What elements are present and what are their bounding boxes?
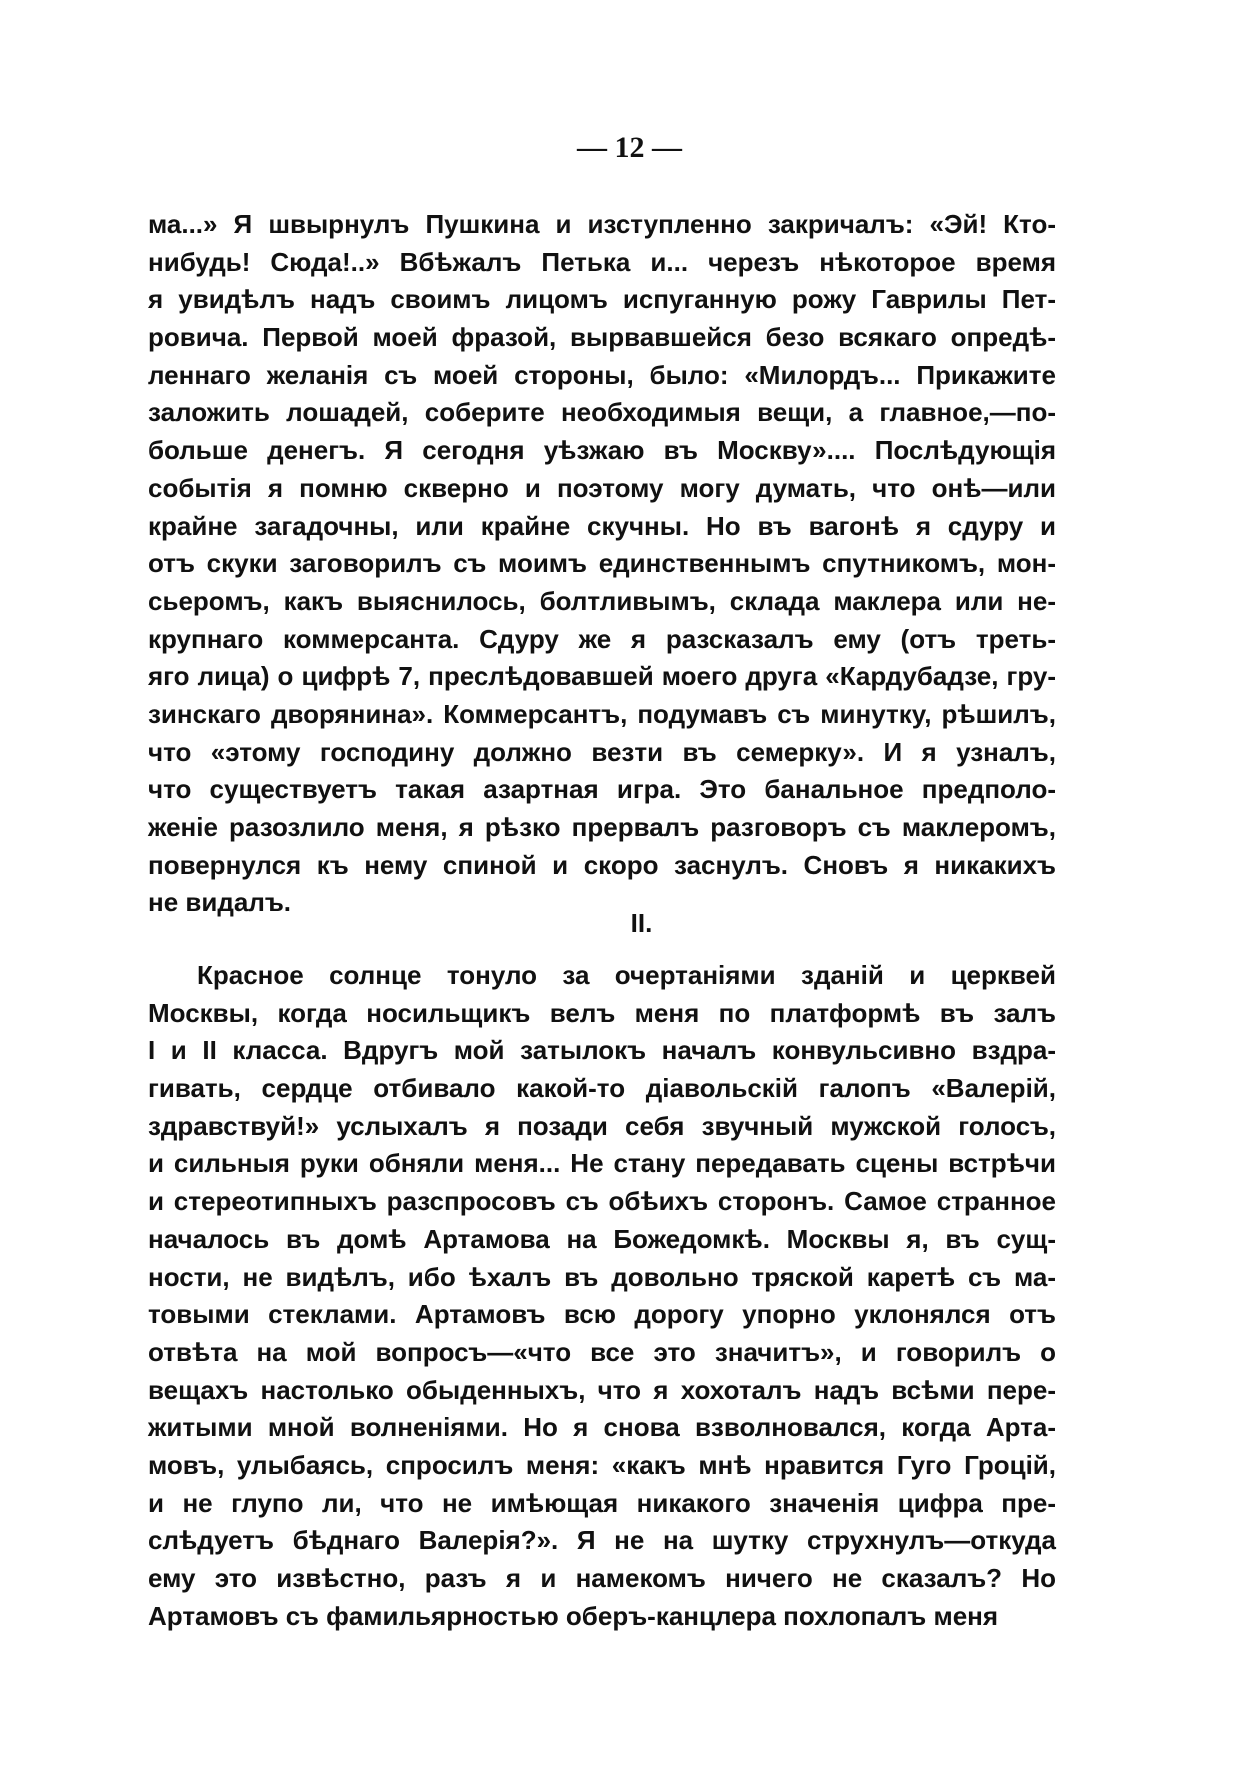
text-line: нибудь! Сюда!..» Вбѣжалъ Петька и... черезъ нѣкоторое время: [148, 246, 1056, 277]
text-line: что существуетъ такая азартная игра. Это банальное предполо-: [148, 774, 1056, 805]
paragraph-1: [148, 206, 1056, 922]
text-line: и стереотипныхъ разспросовъ съ обѣихъ сторонъ. Самое странное: [148, 1186, 1056, 1217]
text-line: Красное солнце тонуло за очертаніями зданій и церквей: [197, 960, 1056, 990]
text-line: товыми стеклами. Артамовъ всю дорогу упорно уклонялся отъ: [148, 1299, 1056, 1330]
page-number: — 12 —: [577, 131, 682, 164]
text-line: событія я помню скверно и поэтому могу думать, что онѣ—или: [148, 472, 1056, 503]
text-line: I и II класса. Вдругъ мой затылокъ началъ конвульсивно вздра-: [148, 1035, 1056, 1066]
text-line: повернулся къ нему спиной и скоро заснулъ. Сновъ я никакихъ: [148, 849, 1056, 880]
text-line: я увидѣлъ надъ своимъ лицомъ испуганную рожу Гаврилы Пет-: [148, 284, 1056, 315]
section-heading: II.: [630, 908, 653, 938]
text-line: крупнаго коммерсанта. Сдуру же я разсказалъ ему (отъ треть-: [148, 623, 1056, 654]
text-line: зинскаго дворянина». Коммерсантъ, подумавъ съ минутку, рѣшилъ,: [148, 698, 1056, 729]
text-line: вещахъ настолько обыденныхъ, что я хохоталъ надъ всѣми пере-: [148, 1374, 1056, 1405]
text-line: ровича. Первой моей фразой, вырвавшейся безо всякаго опредѣ-: [148, 322, 1056, 353]
text-line: заложить лошадей, соберите необходимыя вещи, а главное,—по-: [148, 397, 1056, 428]
text-line: леннаго желанія съ моей стороны, было: «Милордъ... Прикажите: [148, 359, 1056, 390]
text-line: ности, не видѣлъ, ибо ѣхалъ въ довольно тряской каретѣ съ ма-: [148, 1261, 1056, 1292]
text-line: больше денегъ. Я сегодня уѣзжаю въ Москву».... Послѣдующія: [148, 435, 1056, 466]
text-line: отъ скуки заговорилъ съ моимъ единственнымъ спутникомъ, мон-: [148, 548, 1056, 579]
text-line: отвѣта на мой вопросъ—«что все это значитъ», и говорилъ о: [148, 1336, 1056, 1367]
text-line: не видалъ.: [148, 887, 292, 918]
text-line: гивать, сердце отбивало какой-то діавольскій галопъ «Валерій,: [148, 1073, 1056, 1104]
text-line: мовъ, улыбаясь, спросилъ меня: «какъ мнѣ нравится Гуго Гроцій,: [148, 1449, 1056, 1480]
text-line: что «этому господину должно везти въ семерку». И я узналъ,: [148, 736, 1056, 767]
text-line: ему это извѣстно, разъ я и намекомъ ничего не сказалъ? Но: [148, 1563, 1056, 1593]
text-line: Артамовъ съ фамильярностью оберъ-канцлера похлопалъ меня: [148, 1600, 999, 1631]
text-line: женіе разозлило меня, я рѣзко прервалъ разговоръ съ маклеромъ,: [148, 812, 1056, 842]
text-line: Москвы, когда носильщикъ велъ меня по платформѣ въ залъ: [148, 997, 1056, 1028]
text-line: началось въ домѣ Артамова на Божедомкѣ. Москвы я, въ сущ-: [148, 1223, 1056, 1254]
text-line: житыми мной волненіями. Но я снова взволновался, когда Арта-: [148, 1412, 1056, 1443]
text-line: и сильныя руки обняли меня... Не стану передавать сцены встрѣчи: [148, 1148, 1056, 1179]
text-line: яго лица) о цифрѣ 7, преслѣдовавшей моего друга «Кардубадзе, гру-: [148, 661, 1056, 692]
text-line: и не глупо ли, что не имѣющая никакого значенія цифра пре-: [148, 1487, 1056, 1518]
text-line: здравствуй!» услыхалъ я позади себя звучный мужской голосъ,: [148, 1110, 1056, 1141]
paragraph-2: [148, 957, 1056, 1635]
text-line: крайне загадочны, или крайне скучны. Но въ вагонѣ я сдуру и: [148, 510, 1056, 541]
text-line: сьеромъ, какъ выяснилось, болтливымъ, склада маклера или не-: [148, 585, 1056, 616]
text-line: слѣдуетъ бѣднаго Валерія?». Я не на шутку струхнулъ—откуда: [148, 1525, 1056, 1556]
text-line: ма...» Я швырнулъ Пушкина и изступленно закричалъ: «Эй! Кто-: [148, 209, 1056, 239]
